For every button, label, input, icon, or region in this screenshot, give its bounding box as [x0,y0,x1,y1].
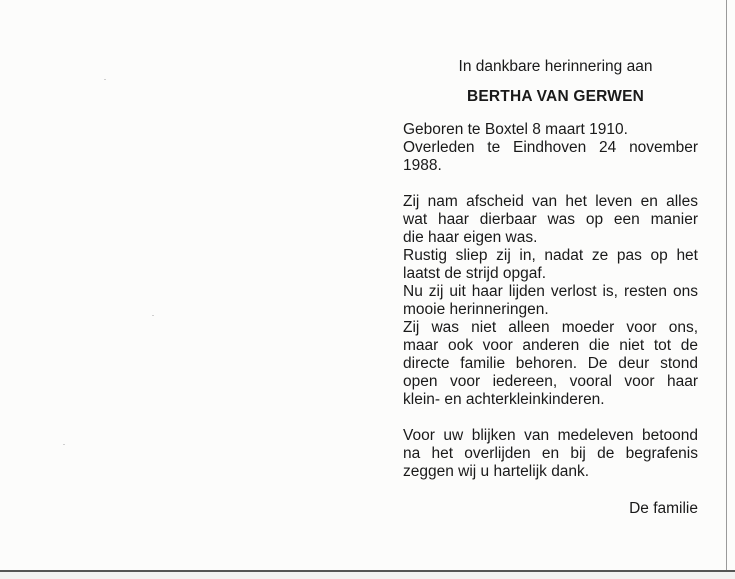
scan-speck [104,79,106,80]
text-line: klein- en achterkleinkinderen. [403,391,605,408]
text-line: wat haar dierbaar was op een manier [403,211,698,228]
scan-speck [152,315,154,316]
birth-death-paragraph [403,121,698,175]
text-line: Rustig sliep zij in, nadat ze pas op het [403,247,698,264]
thanks-line: na het overlijden en bij de begrafenis [403,445,698,462]
text-line: Nu zij uit haar lijden verlost is, resten ons [403,283,698,300]
text-line: Zij nam afscheid van het leven en alles [403,193,698,210]
text-line: Zij was niet alleen moeder voor ons, [403,319,698,336]
card-right-edge [726,0,727,570]
death-line: Overleden te Eindhoven 24 november [403,139,698,156]
text-line: mooie herinneringen. [403,301,549,318]
scan-background [0,572,735,579]
death-year-line: 1988. [403,157,442,174]
signature: De familie [629,500,698,517]
text-line: directe familie behoren. De deur stond [403,355,698,372]
deceased-name: BERTHA VAN GERWEN [466,88,645,105]
thanks-paragraph [403,427,698,481]
birth-line: Geboren te Boxtel 8 maart 1910. [403,121,628,138]
thanks-line: zeggen wij u hartelijk dank. [403,463,590,480]
thanks-line: Voor uw blijken van medeleven betoond [403,427,698,444]
text-line: die haar eigen was. [403,229,538,246]
text-line: open voor iedereen, vooral voor haar [403,373,698,390]
memorial-text-column [403,58,698,518]
text-line: laatst de strijd opgaf. [403,265,547,282]
scan-speck [63,444,65,445]
memorial-paragraph [403,193,698,409]
text-line: maar ook voor anderen die niet tot de [403,337,698,354]
intro-line: In dankbare herinnering aan [458,58,653,75]
